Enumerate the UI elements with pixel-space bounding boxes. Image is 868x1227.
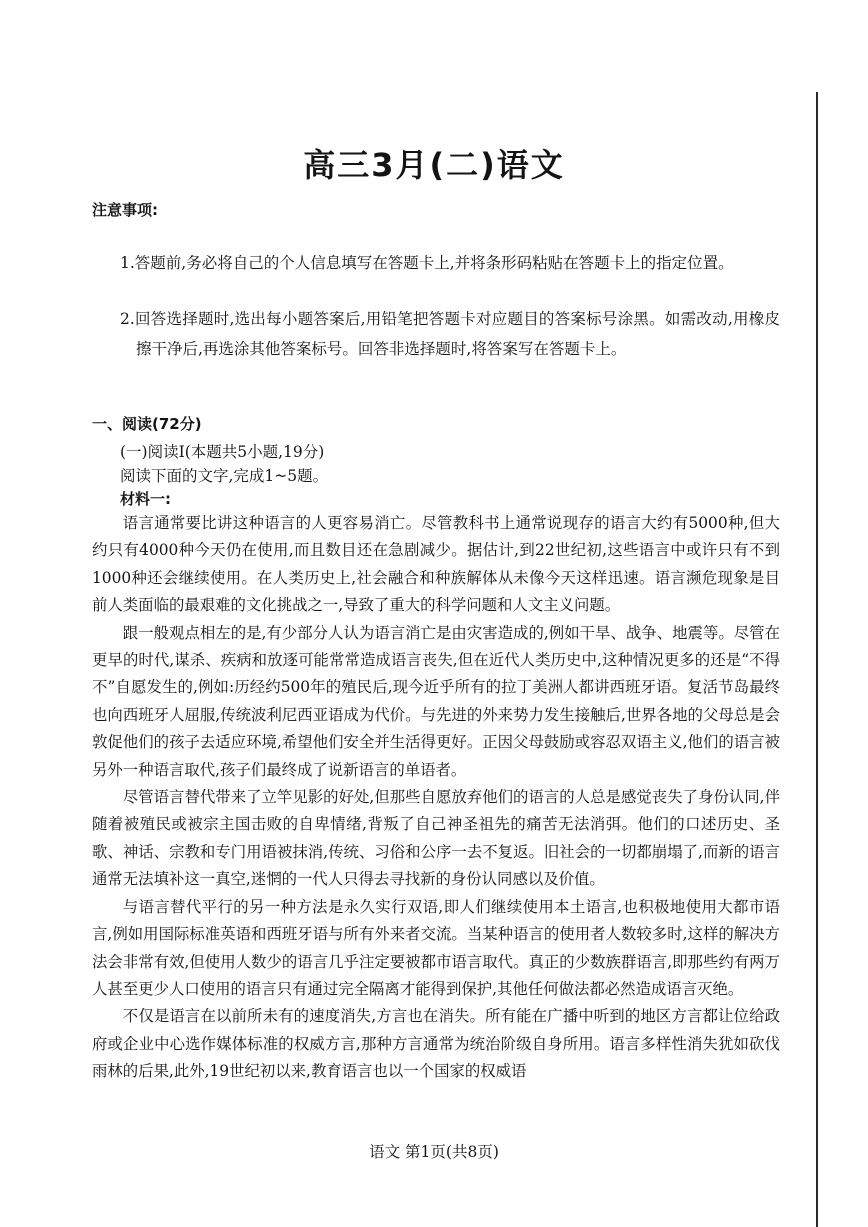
notice-item-text: 1.答题前,务必将自己的个人信息填写在答题卡上,并将条形码粘贴在答题卡上的指定位置。 — [120, 254, 734, 272]
material-label: 材料一: — [120, 490, 171, 508]
section-heading: 一、阅读(72分) — [92, 415, 202, 433]
notice-item — [120, 248, 780, 278]
page-edge-line — [816, 92, 818, 1227]
paragraph: 不仅是语言在以前所未有的速度消失,方言也在消失。所有能在广播中听到的地区方言都让位给政府或企业中心选作媒体标准的权威方言,那种方言通常为统治阶级自身所用。语言多样性消失犹如砍伐雨林的后果,此外,19世纪初以来,教育语言也以一个国家的权威语 — [92, 1007, 780, 1081]
section-subheading: (一)阅读Ⅰ(本题共5小题,19分) — [120, 443, 325, 461]
page-footer: 语文 第1页(共8页) — [369, 1143, 499, 1161]
notice-item — [120, 304, 780, 364]
paragraph: 跟一般观点相左的是,有少部分人认为语言消亡是由灾害造成的,例如干旱、战争、地震等。尽管在更早的时代,谋杀、疾病和放逐可能常常造成语言丧失,但在近代人类历史中,这种情况更多的还是“不得不”自愿发生的,例如:历经约500年的殖民后,现今近乎所有的拉丁美洲人都讲西班牙语。复活节岛最终也向西班牙人屈服,传统波利尼西亚语成为代价。与先进的外来势力发生接触后,世界各地的父母总是会敦促他们的孩子去适应环境,希望他们安全并生活得更好。正因父母鼓励或容忍双语主义,他们的语言被另外一种语言取代,孩子们最终成了说新语言的单语者。 — [92, 623, 780, 779]
notice-heading: 注意事项: — [92, 201, 158, 219]
paragraph: 与语言替代平行的另一种方法是永久实行双语,即人们继续使用本土语言,也积极地使用大都市语言,例如用国际标准英语和西班牙语与所有外来者交流。当某种语言的使用者人数较多时,这样的解决方法会非常有效,但使用人数少的语言几乎注定要被都市语言取代。真正的少数族群语言,即那些约有两万人甚至更少人口使用的语言只有通过完全隔离才能得到保护,其他任何做法都必然造成语言灭绝。 — [92, 897, 780, 998]
section-instruction: 阅读下面的文字,完成1~5题。 — [120, 467, 329, 485]
material-body — [92, 510, 780, 1086]
exam-title: 高三3月(二)语文 — [303, 146, 565, 184]
paragraph: 语言通常要比讲这种语言的人更容易消亡。尽管教科书上通常说现存的语言大约有5000种,但大约只有4000种今天仍在使用,而且数目还在急剧减少。据估计,到22世纪初,这些语言中或许只有不到1000种还会继续使用。在人类历史上,社会融合和种族解体从未像今天这样迅速。语言濒危现象是目前人类面临的最艰难的文化挑战之一,导致了重大的科学问题和人文主义问题。 — [92, 514, 780, 615]
notice-item-text: 2.回答选择题时,选出每小题答案后,用铅笔把答题卡对应题目的答案标号涂黑。如需改动,用橡皮擦干净后,再选涂其他答案标号。回答非选择题时,将答案写在答题卡上。 — [120, 310, 780, 358]
paragraph: 尽管语言替代带来了立竿见影的好处,但那些自愿放弃他们的语言的人总是感觉丧失了身份认同,伴随着被殖民或被宗主国击败的自卑情绪,背叛了自己神圣祖先的痛苦无法消弭。他们的口述历史、圣歌、神话、宗教和专门用语被抹消,传统、习俗和公序一去不复返。旧社会的一切都崩塌了,而新的语言通常无法填补这一真空,迷惘的一代人只得去寻找新的身份认同感以及价值。 — [92, 788, 780, 889]
